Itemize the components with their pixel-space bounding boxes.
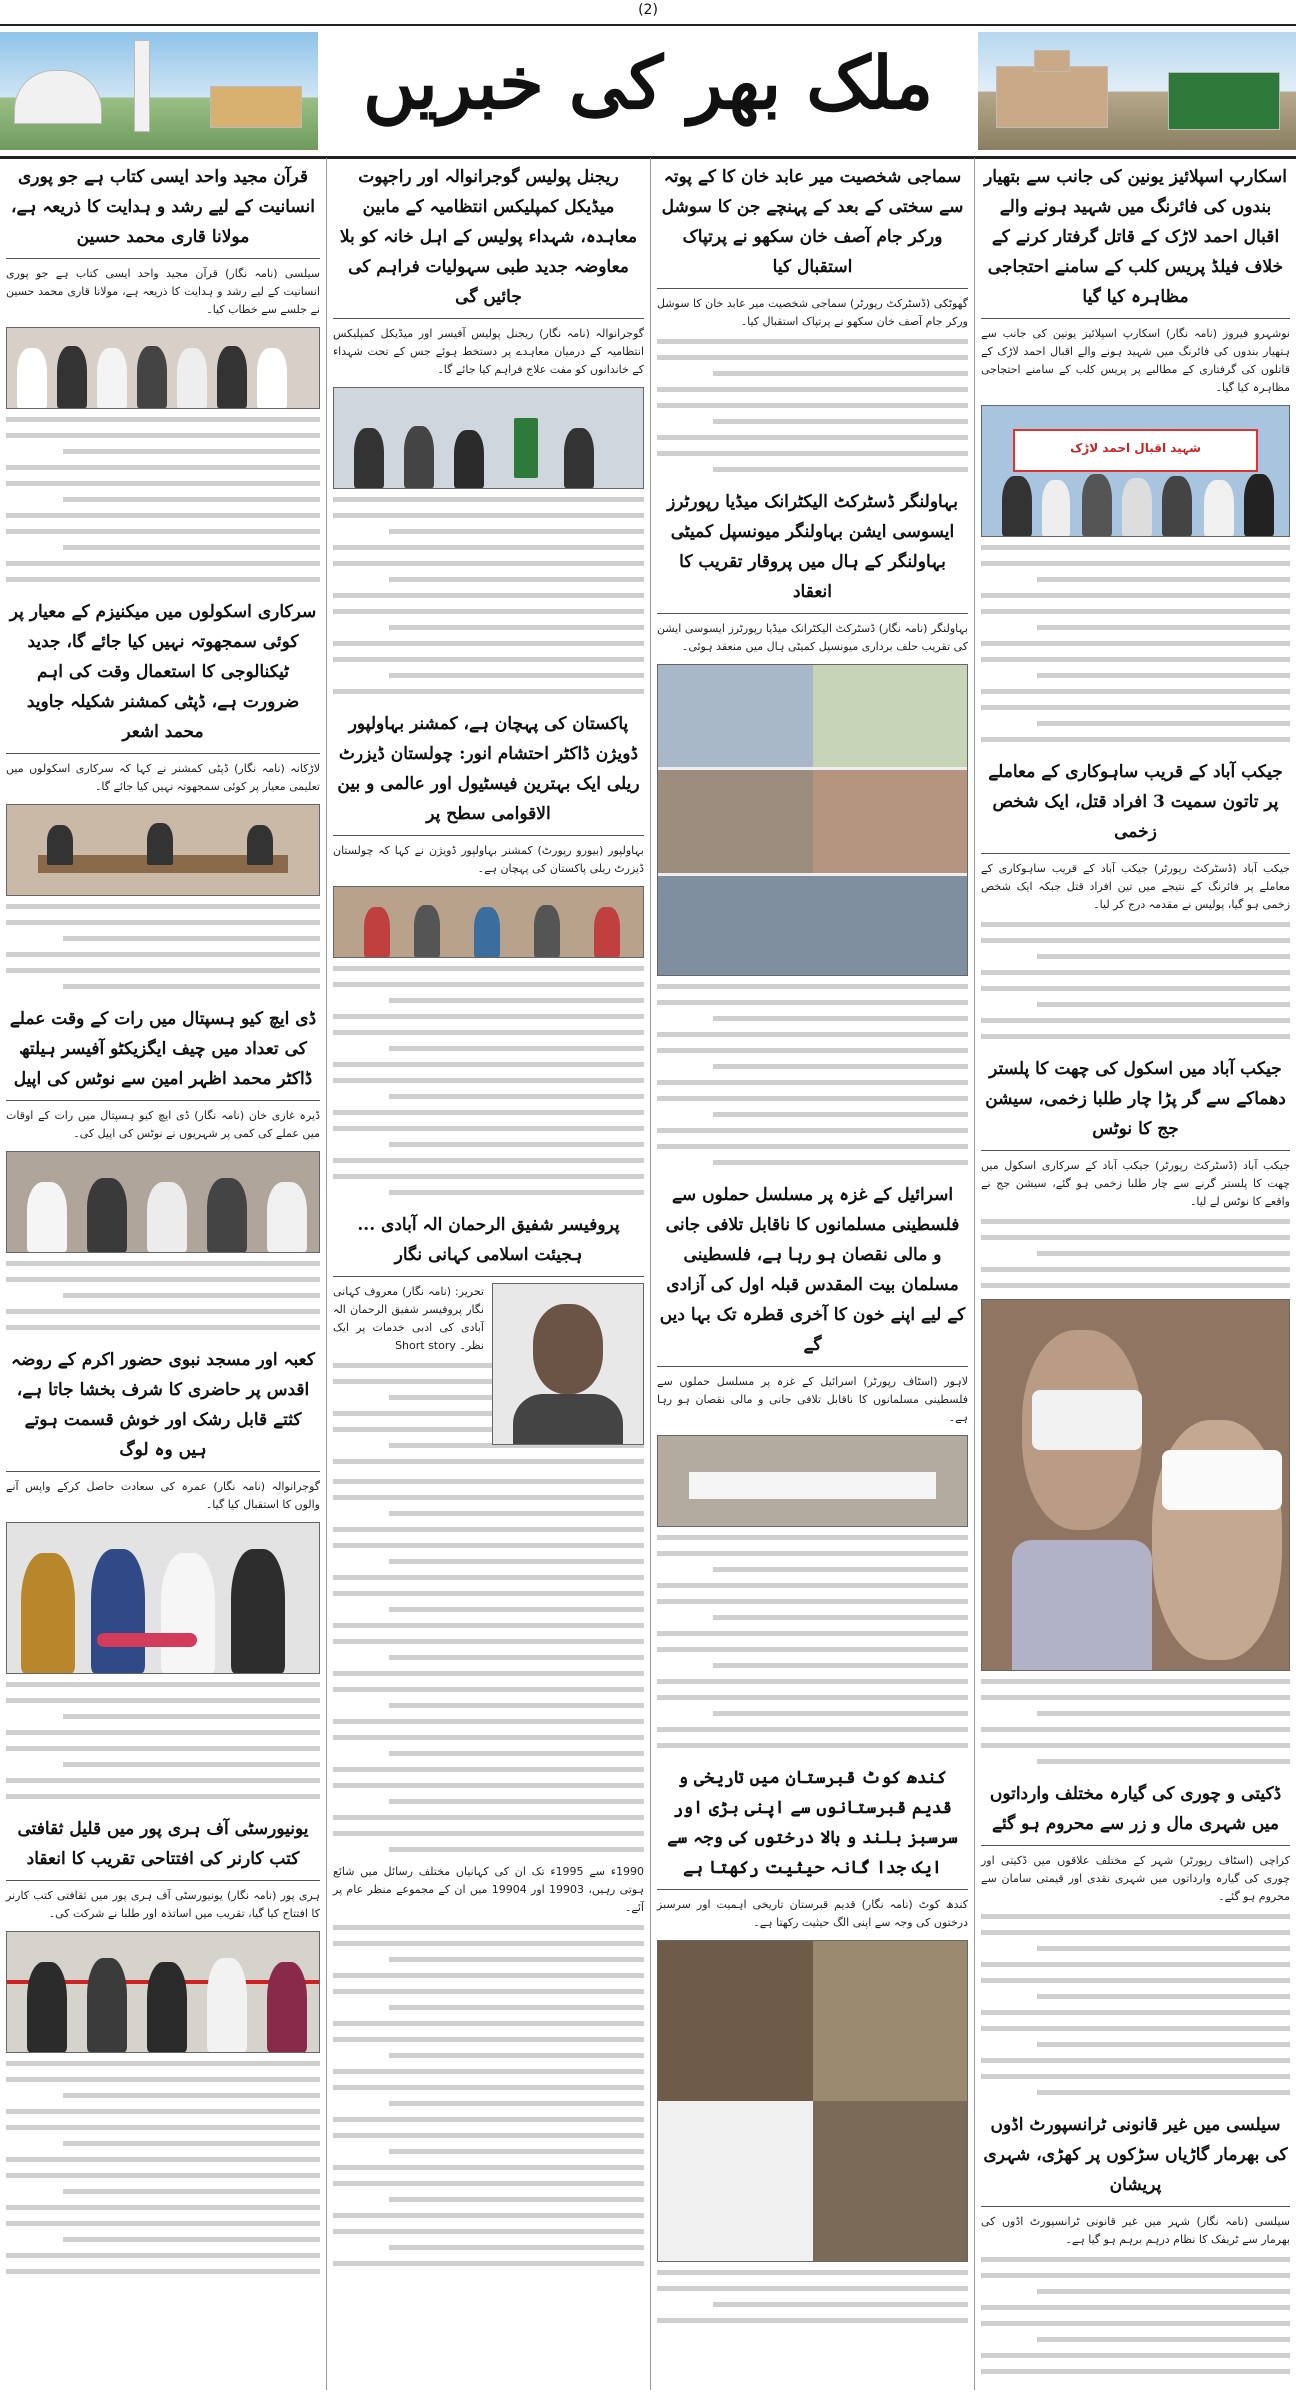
article-body: سیلسی (نامہ نگار) قرآن مجید واحد ایسی کتاب ہے جو پوری انسانیت کے لیے رشد و ہدایت کا ذریعہ ہے، مولانا قاری محمد حسین نے جلسے سے خطاب کیا۔ <box>6 267 320 316</box>
article-text-continued <box>333 1479 644 1852</box>
article-headline: اسکارپ اسپلائیز یونین کی جانب سے بتھیار بندوں کی فائرنگ میں شہید ہونے والے اقبال احمد لاڑک کے قاتل گرفتار کرنے کے خلاف فیلڈ پریس کلب کے سامنے احتجاجی مظاہرہ کیا گیا <box>981 158 1290 319</box>
masthead-image-right <box>978 32 1296 150</box>
article-body: نوشہرو فیروز (نامہ نگار) اسکارپ اسپلائیز یونین کی جانب سے ہتھیار بندوں کی فائرنگ میں شہید ہونے والے اقبال احمد لاڑک کے قاتلوں کی گرفتاری کے مطالبے پر پریس کلب کے سامنے احتجاجی مظاہرہ کیا گیا۔ <box>981 327 1290 394</box>
article-headline: ڈکیتی و چوری کی گیارہ مختلف وارداتوں میں شہری مال و زر سے محروم ہو گئے <box>981 1775 1290 1846</box>
article-headline: ڈی ایچ کیو ہسپتال میں رات کے وقت عملے کی تعداد میں چیف ایگزیکٹو آفیسر ہیلتھ ڈاکٹر محمد اظہر امین سے نوٹس کی اپیل <box>6 1000 320 1101</box>
article-photo-collage <box>657 664 968 976</box>
article-content <box>333 1283 644 1475</box>
masthead-image-left <box>0 32 318 150</box>
article-headline: بہاولنگر ڈسٹرکٹ الیکٹرانک میڈیا رپورٹرز ایسوسی ایشن بہاولنگر میونسپل کمیٹی بہاولنگر کے ہال میں پروقار تقریب کا انعقاد <box>657 483 968 614</box>
article <box>981 753 1290 1039</box>
protest-banner <box>1013 429 1259 472</box>
article <box>6 158 320 582</box>
article-photo <box>657 1435 968 1527</box>
article-text-continued <box>981 2257 1290 2374</box>
article-text-continued <box>6 417 320 582</box>
article-headline: ریجنل پولیس گوجرانوالہ اور راجپوت میڈیکل کمپلیکس انتظامیہ کے مابین معاہدہ، شہداء پولیس کے اہل خانہ کو بلا معاوضہ جدید طبی سہولیات فراہم کی جائیں گی <box>333 158 644 319</box>
page-number: (2) <box>638 2 658 18</box>
news-column-1 <box>974 158 1296 2390</box>
article-body: گوجرانوالہ (نامہ نگار) عمرہ کی سعادت حاصل کرکے واپس آنے والوں کا استقبال کیا گیا۔ <box>6 1480 320 1511</box>
article-body: کراچی (اسٹاف رپورٹر) شہر کے مختلف علاقوں میں ڈکیتی اور چوری کی گیارہ وارداتوں میں شہری نقدی اور قیمتی سامان سے محروم ہو گئے۔ <box>981 1854 1290 1903</box>
article-body: سیلسی (نامہ نگار) شہر میں غیر قانونی ٹرانسپورٹ اڈوں کی بھرمار سے ٹریفک کا نظام درہم برہم ہو گیا ہے۔ <box>981 2215 1290 2246</box>
article <box>333 705 644 1195</box>
article-body: لاڑکانہ (نامہ نگار) ڈپٹی کمشنر نے کہا کہ سرکاری اسکولوں میں تعلیمی معیار پر کوئی سمجھوتہ نہیں کیا جائے گا۔ <box>6 762 320 793</box>
article-text-continued <box>657 1535 968 1748</box>
article-headline: سماجی شخصیت میر عابد خان کا کے پوتہ سے سختی کے بعد کے پہنچے جن کا سوشل ورکر جام آصف خان سکھو نے پرتپاک استقبال کیا <box>657 158 968 289</box>
article <box>981 2106 1290 2374</box>
article-photo <box>981 405 1290 537</box>
author-photo <box>492 1283 644 1445</box>
article-text-continued <box>333 966 644 1195</box>
masthead-title: ملک بھر کی خبریں <box>362 40 934 125</box>
article-body: 1990ء سے 1995ء تک ان کی کہانیاں مختلف رسائل میں شائع ہوتی رہیں، 19903 اور 19904 میں ان کے مجموعے منظر عام پر آئے۔ <box>333 1865 644 1914</box>
article-headline: سیلسی میں غیر قانونی ٹرانسپورٹ اڈوں کی بھرمار گاڑیاں سڑکوں پر کھڑی، شہری پریشان <box>981 2106 1290 2207</box>
article-body: تحریر: (نامہ نگار) معروف کہانی نگار پروفیسر شفیق الرحمان الہ آبادی کی ادبی خدمات پر ایک نظر۔ Short story <box>333 1285 484 1352</box>
article-photo <box>6 1522 320 1674</box>
article-body: ڈیرہ غازی خان (نامہ نگار) ڈی ایچ کیو ہسپتال میں رات کے اوقات میں عملے کی کمی پر شہریوں نے نوٹس کی اپیل کی۔ <box>6 1109 320 1140</box>
article <box>981 1775 1290 2095</box>
article <box>6 593 320 989</box>
article <box>981 1050 1290 1764</box>
article-text-continued <box>981 922 1290 1039</box>
article-text-continued <box>981 1219 1290 1288</box>
news-column-2 <box>650 158 974 2390</box>
news-column-4 <box>0 158 326 2390</box>
article-text-continued <box>981 1679 1290 1764</box>
article-text-continued <box>981 1914 1290 2095</box>
article-photo <box>6 327 320 409</box>
article <box>6 1000 320 1330</box>
article-body: گھوٹکی (ڈسٹرکٹ رپورٹر) سماجی شخصیت میر عابد خان کا سوشل ورکر جام آصف خان سکھو نے پرتپاک استقبال کیا۔ <box>657 297 968 328</box>
article-headline: قرآن مجید واحد ایسی کتاب ہے جو پوری انسانیت کے لیے رشد و ہدایت کا ذریعہ ہے، مولانا قاری محمد حسین <box>6 158 320 259</box>
article <box>333 158 644 694</box>
article-text-continued <box>6 2061 320 2274</box>
article-text-continued <box>657 339 968 472</box>
article-body: بہاولنگر (نامہ نگار) ڈسٹرکٹ الیکٹرانک میڈیا رپورٹرز ایسوسی ایشن کی تقریب حلف برداری میونسپل کمیٹی ہال میں منعقد ہوئی۔ <box>657 622 968 653</box>
article-headline: جیکب آباد میں اسکول کی چھت کا پلستر دھماکے سے گر پڑا چار طلبا زخمی، سیشن جج کا نوٹس <box>981 1050 1290 1151</box>
article <box>981 158 1290 742</box>
masthead <box>0 24 1296 159</box>
article-photo <box>6 1151 320 1253</box>
article-headline: کعبہ اور مسجد نبوی حضور اکرم کے روضہ اقدس پر حاضری کا شرف بخشا جاتا ہے، کثتے قابل رشک اور خوش قسمت ہوتے ہیں وہ لوگ <box>6 1341 320 1472</box>
article-body: ہری پور (نامہ نگار) یونیورسٹی آف ہری پور میں ثقافتی کتب کارنر کا افتتاح کیا گیا، تقریب میں اساتذہ اور طلبا نے شرکت کی۔ <box>6 1889 320 1920</box>
article-body: جیکب آباد (ڈسٹرکٹ رپورٹر) جیکب آباد کے قریب ساہوکاری کے معاملے پر فائرنگ کے نتیجے میں تین افراد قتل جبکہ ایک شخص زخمی ہو گیا، پولیس نے مقدمہ درج کر لیا۔ <box>981 862 1290 911</box>
article-headline: کندھ کوٹ قبرستان میں تاریخی و قدیم قبرستانوں سے اپنی بڑی اور سرسبز بلند و بالا درختوں کی وجہ سے ایک جدا گانہ حیثیت رکھتا ہے <box>657 1759 968 1890</box>
article-body: کندھ کوٹ (نامہ نگار) قدیم قبرستان تاریخی اہمیت اور سرسبز درختوں کی وجہ سے اپنی الگ حیثیت رکھتا ہے۔ <box>657 1898 968 1929</box>
article-text-continued <box>6 904 320 989</box>
article-text-continued <box>981 545 1290 742</box>
article-text-continued <box>6 1261 320 1330</box>
article-text-continued <box>333 497 644 694</box>
article-photo-collage <box>657 1940 968 2262</box>
article-headline: اسرائیل کے غزہ پر مسلسل حملوں سے فلسطینی مسلمانوں کا ناقابل تلافی جانی و مالی نقصان ہو رہا ہے، فلسطینی مسلمان بیت المقدس قبلہ اول کی آزادی کے لیے اپنے خون کا آخری قطرہ تک بہا دیں گے <box>657 1176 968 1367</box>
article-headline: یونیورسٹی آف ہری پور میں قلیل ثقافتی کتب کارنر کی افتتاحی تقریب کا انعقاد <box>6 1810 320 1881</box>
article-headline: پاکستان کی پہچان ہے، کمشنر بہاولپور ڈویژن ڈاکٹر احتشام انور: چولستان ڈیزرٹ ریلی ایک بہترین فیسٹیول اور عالمی و بین الاقوامی سطح پر <box>333 705 644 836</box>
article <box>657 158 968 472</box>
article-body: لاہور (اسٹاف رپورٹر) اسرائیل کے غزہ پر مسلسل حملوں سے فلسطینی مسلمانوں کا ناقابل تلافی جانی و مالی نقصان ہو رہا ہے۔ <box>657 1375 968 1424</box>
article <box>333 1206 644 2266</box>
protest-banner-text: شہید اقبال احمد لاڑک <box>1070 441 1201 456</box>
article-photo <box>333 387 644 489</box>
article-text-continued <box>333 1925 644 2266</box>
article-photo <box>6 1931 320 2053</box>
article-body: گوجرانوالہ (نامہ نگار) ریجنل پولیس آفیسر اور میڈیکل کمپلیکس انتظامیہ کے درمیان معاہدے پر دستخط ہوئے جس کے تحت شہداء کے خاندانوں کو مفت علاج فراہم کیا جائے گا۔ <box>333 327 644 376</box>
article-body: جیکب آباد (ڈسٹرکٹ رپورٹر) جیکب آباد کے سرکاری اسکول میں چھت کا پلستر گرنے سے چار طلبا زخمی ہو گئے، سیشن جج نے واقعے کا نوٹس لے لیا۔ <box>981 1159 1290 1208</box>
article-photo <box>6 804 320 896</box>
article <box>6 1341 320 1799</box>
news-column-3 <box>326 158 650 2390</box>
article-headline: پروفیسر شفیق الرحمان الہ آبادی ... ہجیئت اسلامی کہانی نگار <box>333 1206 644 1277</box>
article-photo <box>333 886 644 958</box>
article-headline: جیکب آباد کے قریب ساہوکاری کے معاملے پر تاتون سمیت 3 افراد قتل، ایک شخص زخمی <box>981 753 1290 854</box>
article-text-continued <box>657 984 968 1165</box>
article <box>657 1176 968 1748</box>
article-text-continued <box>6 1682 320 1799</box>
article-text-continued <box>657 2270 968 2323</box>
article-photo <box>981 1299 1290 1671</box>
article <box>657 483 968 1165</box>
article-body: بہاولپور (بیورو رپورٹ) کمشنر بہاولپور ڈویژن نے کہا کہ چولستان ڈیزرٹ ریلی پاکستان کی پہچان ہے۔ <box>333 844 644 875</box>
article <box>6 1810 320 2274</box>
article <box>657 1759 968 2323</box>
article-headline: سرکاری اسکولوں میں میکنیزم کے معیار پر کوئی سمجھوتہ نہیں کیا جائے گا، جدید ٹیکنالوجی کا استعمال وقت کی اہم ضرورت ہے، ڈپٹی کمشنر شکیلہ جاوید محمد اشعر <box>6 593 320 754</box>
